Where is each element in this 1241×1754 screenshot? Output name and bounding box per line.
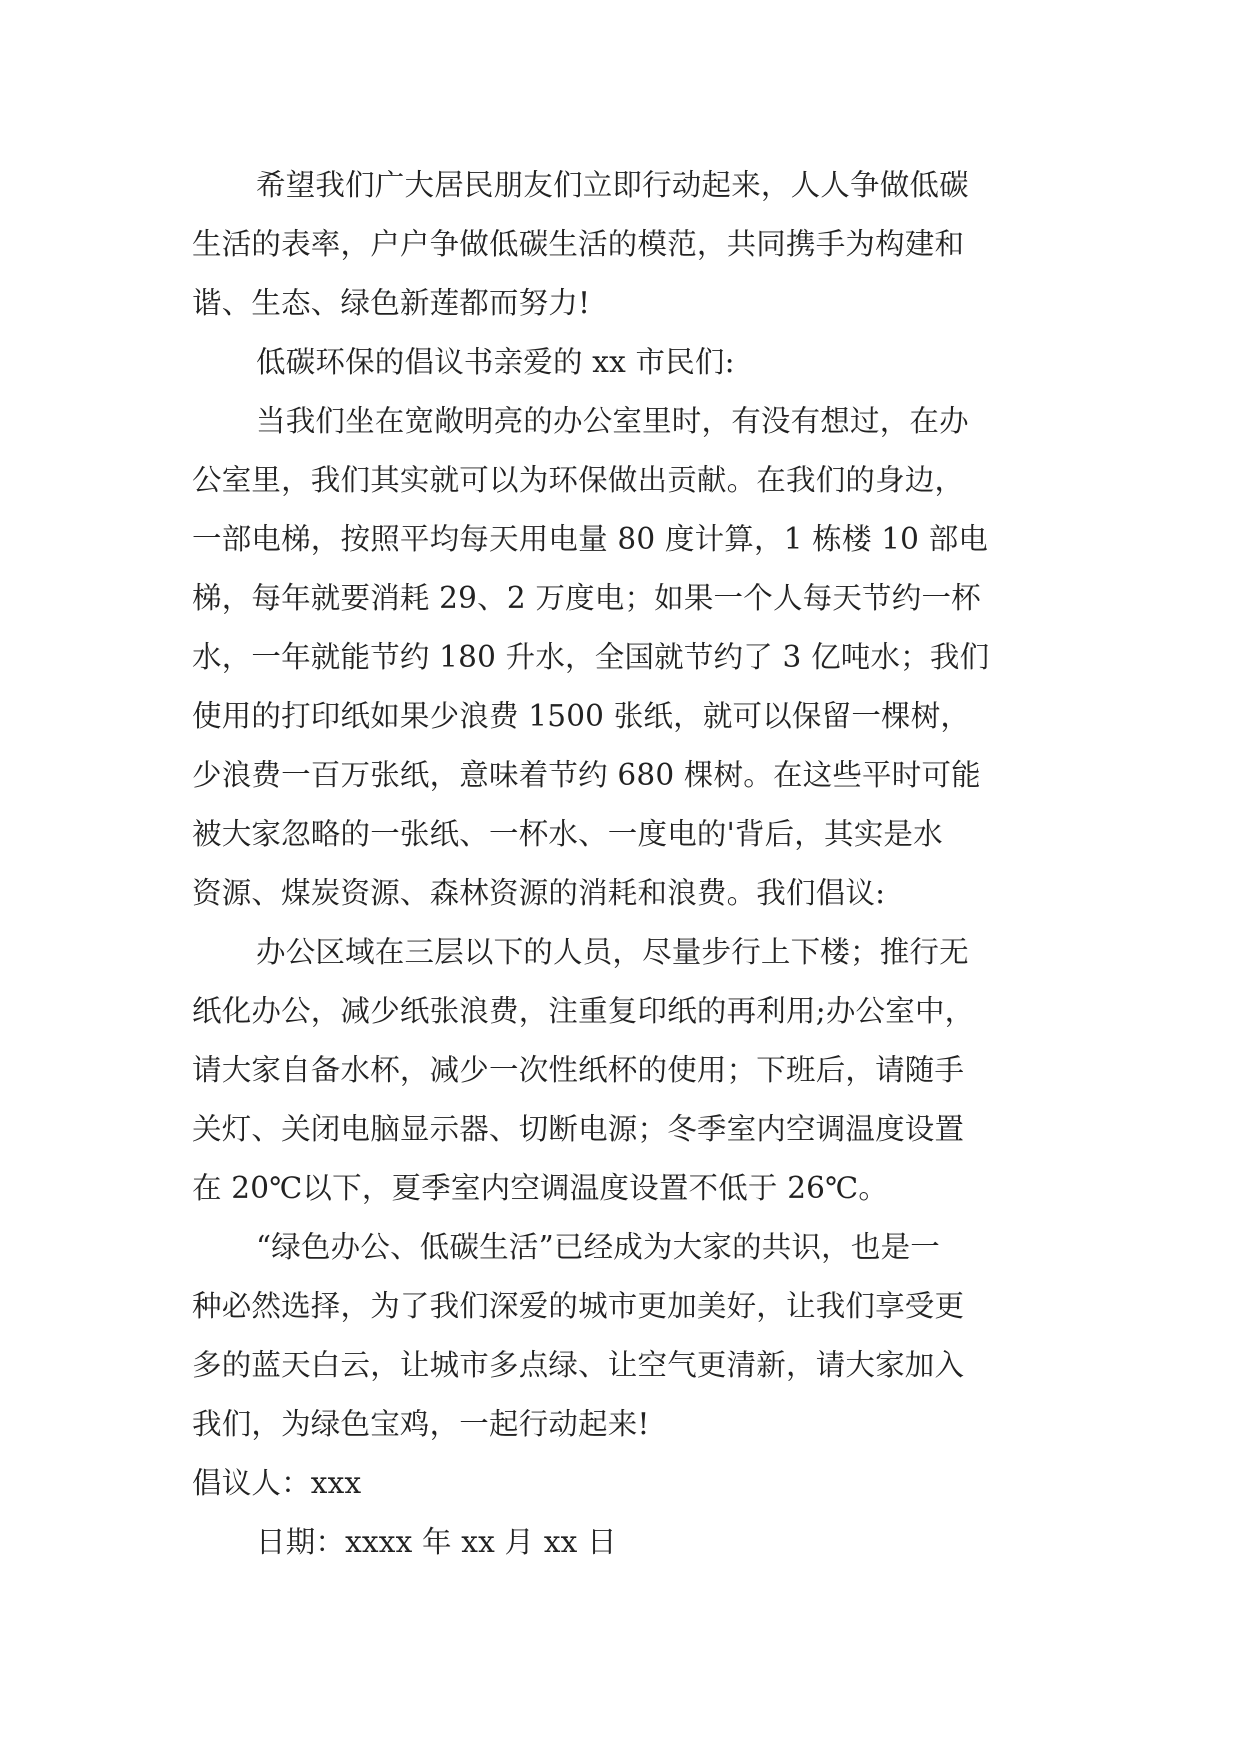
text-line: 梯，每年就要消耗 29、2 万度电；如果一个人每天节约一杯 <box>192 581 981 615</box>
date-line: 日期：xxxx 年 xx 月 xx 日 <box>256 1525 617 1559</box>
text-line: 一部电梯，按照平均每天用电量 80 度计算，1 栋楼 10 部电 <box>192 522 989 556</box>
text-line: 少浪费一百万张纸，意味着节约 680 棵树。在这些平时可能 <box>192 758 981 792</box>
text-line: 种必然选择，为了我们深爱的城市更加美好，让我们享受更 <box>192 1289 965 1323</box>
text-line: 希望我们广大居民朋友们立即行动起来，人人争做低碳 <box>256 168 969 202</box>
paragraph <box>192 392 1068 923</box>
text-line: 纸化办公，减少纸张浪费，注重复印纸的再利用;办公室中， <box>192 994 975 1028</box>
text-line: 办公区域在三层以下的人员，尽量步行上下楼；推行无 <box>256 935 969 969</box>
paragraph <box>192 923 1068 1218</box>
text-line: 低碳环保的倡议书亲爱的 xx 市民们: <box>256 345 735 379</box>
text-line: 谐、生态、绿色新莲都而努力! <box>192 286 591 320</box>
paragraph <box>192 156 1068 333</box>
document-body <box>192 156 1068 1572</box>
text-line: 我们，为绿色宝鸡，一起行动起来! <box>192 1407 650 1441</box>
text-line: 请大家自备水杯，减少一次性纸杯的使用；下班后，请随手 <box>192 1053 965 1087</box>
text-line: 在 20℃以下，夏季室内空调温度设置不低于 26℃。 <box>192 1171 889 1205</box>
paragraph <box>192 333 1068 392</box>
text-line: 多的蓝天白云，让城市多点绿、让空气更清新，请大家加入 <box>192 1348 965 1382</box>
text-line: 水，一年就能节约 180 升水，全国就节约了 3 亿吨水；我们 <box>192 640 990 674</box>
text-line: 被大家忽略的一张纸、一杯水、一度电的'背后，其实是水 <box>192 817 943 851</box>
text-line: “绿色办公、低碳生活”已经成为大家的共识，也是一 <box>256 1230 940 1264</box>
text-line: 关灯、关闭电脑显示器、切断电源；冬季室内空调温度设置 <box>192 1112 965 1146</box>
signer-line: 倡议人：xxx <box>192 1466 362 1500</box>
text-line: 当我们坐在宽敞明亮的办公室里时，有没有想过，在办 <box>256 404 969 438</box>
text-line: 生活的表率，户户争做低碳生活的模范，共同携手为构建和 <box>192 227 965 261</box>
paragraph <box>192 1218 1068 1454</box>
text-line: 资源、煤炭资源、森林资源的消耗和浪费。我们倡议: <box>192 876 886 910</box>
text-line: 使用的打印纸如果少浪费 1500 张纸，就可以保留一棵树， <box>192 699 971 733</box>
text-line: 公室里，我们其实就可以为环保做出贡献。在我们的身边， <box>192 463 965 497</box>
